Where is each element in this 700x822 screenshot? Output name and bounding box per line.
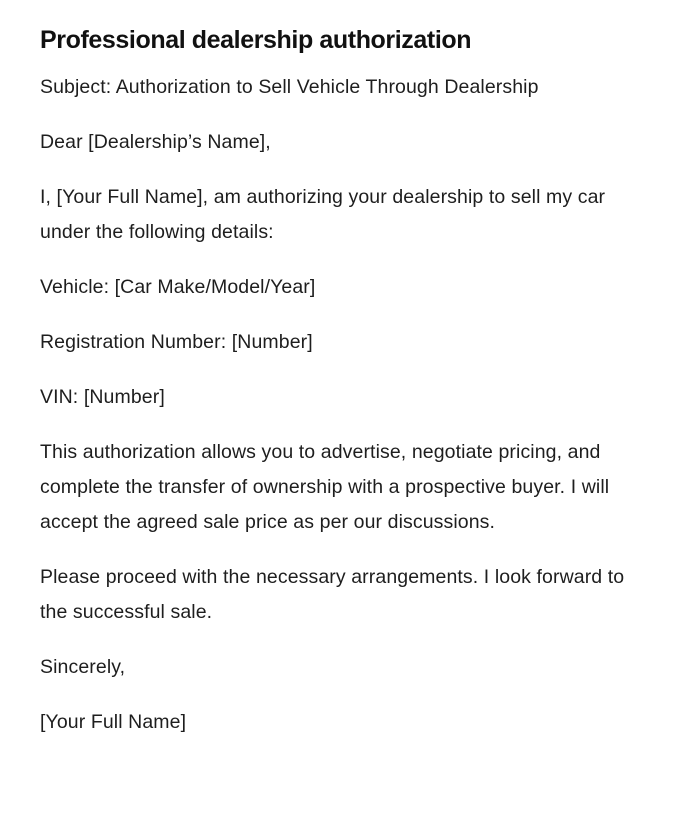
signature-name: [Your Full Name]: [40, 711, 187, 733]
registration-detail: Registration Number: [Number]: [40, 331, 313, 353]
vin-detail: VIN: [Number]: [40, 386, 165, 408]
vehicle-detail: Vehicle: [Car Make/Model/Year]: [40, 276, 316, 298]
closing: Sincerely,: [40, 656, 126, 678]
salutation: Dear [Dealership’s Name],: [40, 131, 271, 153]
subject-line: Subject: Authorization to Sell Vehicle Through Dealership: [40, 76, 539, 98]
letter-document: [40, 22, 640, 760]
intro-paragraph: I, [Your Full Name], am authorizing your dealership to sell my car under the following details:: [40, 186, 606, 243]
body-paragraph: This authorization allows you to advertise, negotiate pricing, and complete the transfer of ownership with a prospective buyer. I will accept the agreed sale price as per our discussions.: [40, 441, 610, 533]
document-title: Professional dealership authorization: [40, 26, 472, 54]
request-paragraph: Please proceed with the necessary arrangements. I look forward to the successful sale.: [40, 566, 625, 623]
